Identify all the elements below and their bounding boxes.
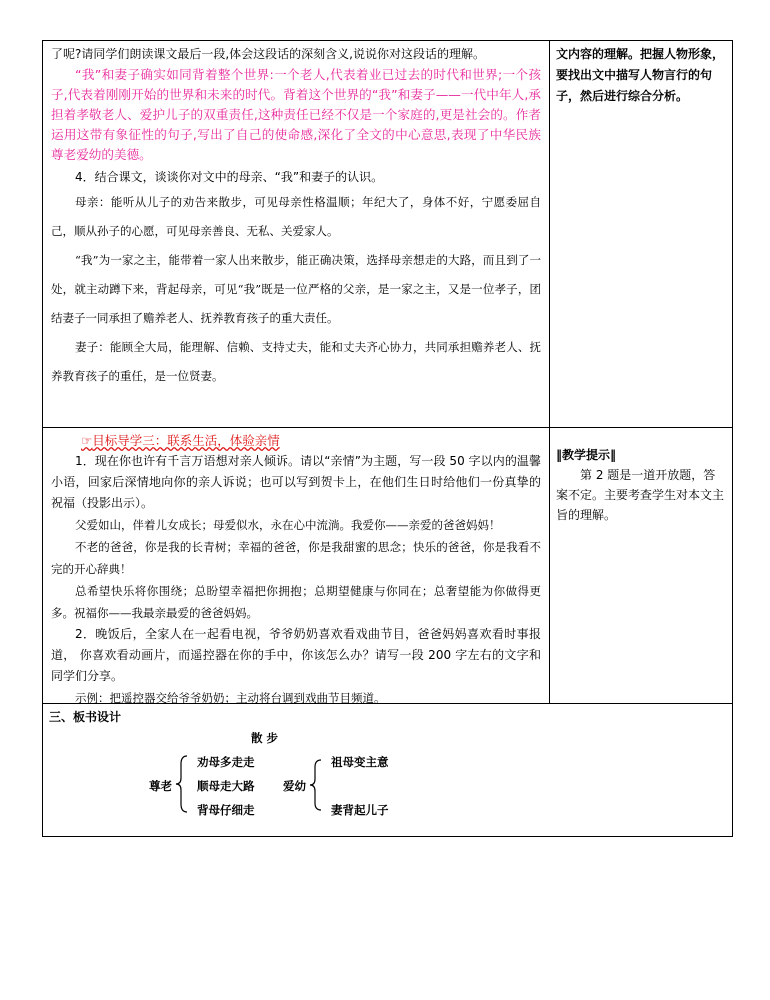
answer-highlight: “我”和妻子确实如同背着整个世界:一个老人,代表着业已过去的时代和世界;一个孩子,代表着刚刚开始的世界和未来的时代。背着这个世界的“我”和妻子——一代中年人,承担着孝敬老人、爱护儿子的双重责任,这种责任已经不仅是一个家庭的,更是社会的。作者运用这带有象征性的句子,写出了自己的使命感,深化了全文的中心意思,表现了中华民族尊老爱幼的美德。 bbox=[51, 67, 541, 162]
board-item: 妻背起儿子 bbox=[331, 803, 389, 817]
side-cell bbox=[550, 428, 732, 703]
table-row-discussion bbox=[43, 41, 732, 428]
main-cell bbox=[43, 41, 550, 427]
answer-mother: 母亲：能听从儿子的劝告来散步，可见母亲性格温顺；年纪大了，身体不好，宁愿委屈自己，顺从孙子的心愿，可见母亲善良、无私、关爱家人。 bbox=[51, 195, 541, 238]
board-heading: 散 步 bbox=[251, 731, 279, 745]
section-title: 三、板书设计 bbox=[49, 710, 122, 724]
table-row-goal-3 bbox=[43, 428, 732, 704]
goal-text: 目标导学三：联系生活，体验亲情 bbox=[92, 433, 280, 448]
left-brace-icon bbox=[309, 758, 323, 812]
board-mid-label: 爱幼 bbox=[283, 779, 306, 793]
question-4: 4．结合课文，谈谈你对文中的母亲、“我”和妻子的认识。 bbox=[75, 170, 384, 184]
answer-me: “我”为一家之主，能带着一家人出来散步，能正确决策，选择母亲想走的大路，而且到了一处，就主动蹲下来，背起母亲，可见“我”既是一位严格的父亲，是一家之主，又是一位孝子，团结妻子一同承担了赡养老人、抚养教育孩子的重大责任。 bbox=[51, 253, 541, 325]
question-2: 2．晚饭后，全家人在一起看电视，爷爷奶奶喜欢看戏曲节目，爸爸妈妈喜欢看时事报道， 你喜欢看动画片，而遥控器在你的手中，你该怎么办？请写一段 200 字左右的文字和同学们分享。 bbox=[51, 627, 541, 683]
answer-wife: 妻子：能顾全大局，能理解、信赖、支持丈夫，能和丈夫齐心协力，共同承担赡养老人、抚养教育孩子的重任，是一位贤妻。 bbox=[51, 340, 541, 383]
goal-heading bbox=[51, 430, 541, 451]
board-item: 祖母变主意 bbox=[331, 755, 389, 769]
side-note: 文内容的理解。把握人物形象，要找出文中描写人物言行的句子，然后进行综合分析。 bbox=[556, 47, 725, 103]
question-intro: 了呢?请同学们朗读课文最后一段,体会这段话的深刻含义,说说你对这段话的理解。 bbox=[51, 47, 486, 61]
board-diagram bbox=[135, 730, 389, 828]
example-3: 总希望快乐将你围绕；总盼望幸福把你拥抱；总期望健康与你同在；总奢望能为你做得更多。祝福你——我最亲最爱的爸爸妈妈。 bbox=[51, 584, 541, 620]
example-2: 不老的爸爸，你是我的长青树；幸福的爸爸，你是我甜蜜的思念；快乐的爸爸，你是我看不完的开心辞典！ bbox=[51, 540, 541, 576]
lesson-table bbox=[42, 40, 733, 837]
main-cell bbox=[43, 428, 550, 703]
table-row-board-design bbox=[43, 704, 732, 836]
hint-title: ‖教学提示‖ bbox=[556, 448, 617, 462]
board-left-label: 尊老 bbox=[149, 779, 172, 793]
left-brace-icon bbox=[175, 754, 189, 814]
board-item: 劝母多走走 bbox=[197, 755, 255, 769]
example-4: 示例：把遥控器交给爷爷奶奶；主动将台调到戏曲节目频道。 bbox=[75, 691, 386, 705]
question-1: 1．现在你也许有千言万语想对亲人倾诉。请以“亲情”为主题，写一段 50 字以内的温馨小语，回家后深情地向你的亲人诉说；也可以写到贺卡上，在他们生日时给他们一份真挚的祝福（投影出示）。 bbox=[51, 454, 541, 510]
side-cell bbox=[550, 41, 732, 427]
hint-text: 第 2 题是一道开放题，答案不定。主要考查学生对本文主旨的理解。 bbox=[556, 468, 725, 522]
board-item: 顺母走大路 bbox=[197, 779, 255, 793]
example-1: 父爱如山，伴着儿女成长；母爱似水，永在心中流淌。我爱你——亲爱的爸爸妈妈！ bbox=[75, 518, 501, 532]
board-item: 背母仔细走 bbox=[197, 803, 255, 817]
pointing-hand-icon: ☞ bbox=[81, 433, 93, 448]
